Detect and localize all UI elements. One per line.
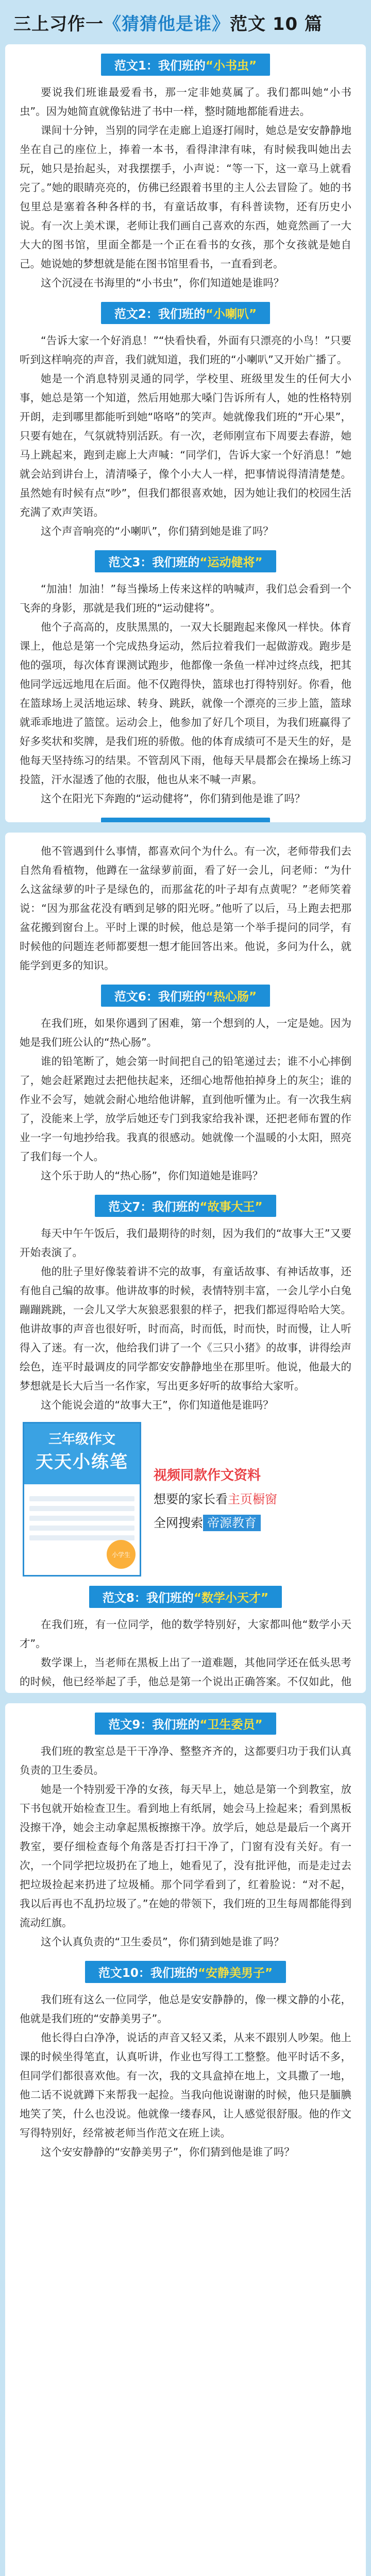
essay-card-3: [5, 1703, 366, 2576]
essay-7-p3: 这个能说会道的“故事大王”，你们知道他是谁吗？: [41, 1399, 274, 1411]
essay-2-heading: [20, 302, 351, 324]
essay-6-p2: 谁的铅笔断了，她会第一时间把自己的铅笔递过去；谁不小心摔倒了，她会赶紧跑过去把他扶起来，还细心地帮他拍掉身上的灰尘；谁的作业不会写，她就会耐心地给他讲解，直到他听懂为止。有一次我生病了，没能来上学，放学后她还专门到我家给我补课，还把老师布置的作业一字一句地抄给我。我真的很感动。她就像一个温暖的小太阳，照亮了我们每一个人。: [20, 1055, 351, 1163]
promo-line-3: [154, 1511, 277, 1535]
essay-8-p1: 在我们班，有一位同学，他的数学特别好，大家都叫他“数学小天才”。: [20, 1618, 351, 1650]
essay-3: [20, 550, 351, 808]
essay-3-name: “运动健将”: [199, 556, 263, 569]
essay-10-name: “安静美男子”: [197, 1967, 273, 1980]
book-line2: 天天小练笔: [36, 1452, 128, 1472]
essay-1-p1: 要说我们班谁最爱看书，那一定非她莫属了。我们都叫她“小书虫”。因为她简直就像钻进了书中一样，整时随地都能看进去。: [20, 86, 351, 117]
essay-card-2: [5, 833, 366, 1693]
essay-1-p3: 这个沉浸在书海里的“小书虫”，你们知道她是谁吗？: [41, 277, 284, 289]
essay-7-heading: [20, 1195, 351, 1217]
essay-10-label: 范文10：我们班的: [98, 1967, 198, 1980]
essay-6-label: 范文6：我们班的: [114, 990, 206, 1004]
essay-8-label: 范文8：我们班的: [102, 1591, 194, 1605]
essay-8: [20, 1586, 351, 1693]
essay-6: [20, 985, 351, 1185]
essay-10-p1: 我们班有这么一位同学，他总是安安静静的，像一棵文静的小花，他就是我们班的“安静美男子”。: [20, 1993, 351, 2025]
book-row: [29, 1516, 134, 1521]
promo-line-1: 视频同款作文资料: [154, 1468, 261, 1483]
essay-3-label: 范文3：我们班的: [108, 556, 200, 569]
essay-10-heading: [20, 1961, 351, 1983]
promo-text: [154, 1464, 277, 1535]
essay-9-p3: 这个认真负责的“卫生委员”，你们猜到她是谁了吗？: [41, 1936, 284, 1948]
essay-2-p2: 她是一个消息特别灵通的同学，学校里、班级里发生的任何大小事，她总是第一个知道，然后用她那大嗓门告诉所有人，她的性格特别开朗，走到哪里都能听到她“咯咯”的笑声。她就像我们班的“开心果”，只要有她在，气氛就特别活跃。有一次，老师刚宣布下周要去春游，她马上跳起来，跑到走廊上大声喊：“同学们，告诉大家一个好消息！”她就会站到讲台上，清清嗓子，像个小大人一样，把事情说得清清楚楚。虽然她有时候有点“吵”，但我们都很喜欢她，因为她让我们的校园生活充满了欢声笑语。: [20, 372, 351, 518]
book-row: [29, 1496, 134, 1501]
essay-9-name: “卫生委员”: [199, 1718, 263, 1732]
book-cover-image[interactable]: [23, 1422, 141, 1577]
title-suffix: 范文 10 篇: [230, 13, 323, 35]
essay-10: [20, 1961, 351, 2162]
essay-9-p2: 她是一个特别爱干净的女孩，每天早上，她总是第一个到教室，放下书包就开始检查卫生。看到地上有纸屑，她会马上捡起来；看到黑板没擦干净，她会主动拿起黑板擦擦干净。放学后，她总是最后一个离开教室，要仔细检查每个角落是否打扫干净了，门窗有没有关好。有一次，一个同学把垃圾扔在了地上，她看见了，没有批评他，而是走过去把垃圾捡起来扔进了垃圾桶。那个同学看到了，红着脸说：“对不起，我以后再也不乱扔垃圾了。”在她的带领下，我们班的卫生每周都能得到流动红旗。: [20, 1783, 351, 1929]
essay-6-heading: [20, 985, 351, 1007]
essay-10-p3: 这个安安静静的“安静美男子”，你们猜到他是谁了吗？: [41, 2146, 295, 2158]
essay-9: [20, 1713, 351, 1952]
essay-5-p2-cont: 他不管遇到什么事情，都喜欢问个为什么。有一次，老师带我们去自然角看植物，他蹲在一盆绿萝前面，看了好一会儿，问老师：“为什么这盆绿萝的叶子是绿色的，而那盆花的叶子却有点黄呢？”老师笑着说：“因为那盆花没有晒到足够的阳光呀。”他听了以后，马上跑去把那盆花搬到窗台上。平时上课的时候，他总是第一个举手提问的同学，有时候他的问题连老师都要想一想才能回答出来。他说，多问为什么，就能学到更多的知识。: [20, 845, 351, 972]
essay-8-heading: [20, 1586, 351, 1608]
essay-1-label: 范文1：我们班的: [114, 59, 206, 73]
promo-line-3-text: 全网搜索: [154, 1516, 203, 1530]
essay-3-p3: 这个在阳光下奔跑的“运动健将”，你们猜到他是谁了吗？: [41, 792, 306, 805]
book-row: [29, 1526, 134, 1531]
essay-3-heading: [20, 550, 351, 572]
essay-2: [20, 302, 351, 541]
essay-9-heading: [20, 1713, 351, 1735]
book-badge: 小学生: [107, 1540, 136, 1569]
essay-4: [20, 818, 351, 822]
promo-line-2: [154, 1487, 277, 1511]
promo-block[interactable]: [20, 1422, 351, 1577]
essay-7-name: “故事大王”: [199, 1200, 263, 1214]
page-title: [0, 0, 371, 44]
book-cover-header: [24, 1423, 140, 1484]
promo-line-2-text: 想要的家长看: [154, 1492, 228, 1506]
essay-6-p1: 在我们班，如果你遇到了困难，第一个想到的人，一定是她。因为她是我们班公认的“热心肠”。: [20, 1017, 351, 1048]
essay-3-p1: “加油！加油！”每当操场上传来这样的呐喊声，我们总会看到一个飞奔的身影，那就是我们班的“运动健将”。: [20, 583, 351, 614]
essay-1-p2: 课间十分钟，当别的同学在走廊上追逐打闹时，她总是安安静静地坐在自己的座位上，捧着一本书，看得津津有味，有时候我叫她出去玩，她只是抬起头，对我摆摆手，小声说：“等一下，这一章马上就看完了。”她的眼睛亮亮的，仿佛已经跟着书里的主人公去冒险了。她的书包里总是塞着各种各样的书，有童话故事，有科普读物，还有历史小说。有一次上美术课，老师让我们画自己喜欢的东西，她竟然画了一大大大的图书馆，里面全都是一个正在看书的女孩，那个女孩就是她自己。她说她的梦想就是能在图书馆里看书，一直看到老。: [20, 124, 351, 270]
essay-2-p3: 这个声音响亮的“小喇叭”，你们猜到她是谁了吗？: [41, 525, 274, 537]
essay-2-name: “小喇叭”: [205, 308, 257, 321]
essay-4-heading: [20, 818, 351, 822]
essay-7-p2: 他的肚子里好像装着讲不完的故事，有童话故事、有神话故事，还有他自己编的故事。他讲故事的时候，表情特别丰富，一会儿学小白兔蹦蹦跳跳，一会儿又学大灰狼恶狠狠的样子，把我们都逗得哈哈大笑。他讲故事的声音也很好听，时而高，时而低，时而快，时而慢，让人听得入了迷。有一次，他给我们讲了一个《三只小猪》的故事，讲得绘声绘色，连平时最调皮的同学都安安静静地坐在那里听。他说，他最大的梦想就是长大后当一名作家，写出更多好听的故事给大家听。: [20, 1265, 351, 1392]
essay-7-p1: 每天中午午饭后，我们最期待的时刻，因为我们的“故事大王”又要开始表演了。: [20, 1227, 351, 1259]
essay-9-label: 范文9：我们班的: [108, 1718, 200, 1732]
essay-6-p3: 这个乐于助人的“热心肠”，你们知道她是谁吗？: [41, 1170, 263, 1182]
essay-6-name: “热心肠”: [205, 990, 257, 1004]
essay-7: [20, 1195, 351, 1415]
essay-8-p2: 数学课上，当老师在黑板上出了一道难题，其他同学还在低头思考的时候，他已经举起了手，他总是第一个说出正确答案。不仅如此，他: [20, 1656, 351, 1688]
essay-3-p2: 他个子高高的，皮肤黑黑的，一双大长腿跑起来像风一样快。体育课上，他总是第一个完成热身运动，然后拉着我们一起做游戏。跑步是他的强项，每次体育课测试跑步，他都像一条鱼一样冲过终点线，把其他同学远远地甩在后面。他不仅跑得快，篮球也打得特别好。你看，他在篮球场上灵活地运球、转身、跳跃，就像一个漂亮的三步上篮，篮球就乖乖地进了篮筐。运动会上，他参加了好几个项目，为我们班赢得了好多奖状和奖牌，是我们班的骄傲。他的体育成绩可不是天生的好，是他每天坚持练习的结果。不管刮风下雨，他每天早晨都会在操场上练习投篮，汗水湿透了他的衣服，他也从来不喊一声累。: [20, 621, 351, 786]
essay-1: [20, 54, 351, 293]
essay-2-p1: “告诉大家一个好消息！”“快看快看，外面有只漂亮的小鸟！”只要听到这样响亮的声音，我们就知道，我们班的“小喇叭”又开始广播了。: [20, 334, 351, 366]
book-row: [29, 1506, 134, 1511]
promo-line-3-highlight: 帝源教育: [203, 1515, 261, 1531]
essay-1-name: “小书虫”: [205, 59, 257, 73]
essay-7-label: 范文7：我们班的: [108, 1200, 200, 1214]
essay-9-p1: 我们班的教室总是干干净净、整整齐齐的，这都要归功于我们认真负责的卫生委员。: [20, 1745, 351, 1776]
essay-10-p2: 他长得白白净净，说话的声音又轻又柔，从来不跟别人吵架。他上课的时候坐得笔直，认真听讲，作业也写得工工整整。他平时话不多，但同学们都很喜欢他。有一次，我的文具盒掉在地上，文具撒了一地，他二话不说就蹲下来帮我一起捡。当我向他说谢谢的时候，他只是腼腆地笑了笑，什么也没说。他就像一缕春风，让人感觉很舒服。他的作文写得特别好，经常被老师当作范文在班上读。: [20, 2031, 351, 2139]
essay-8-name: “数学小天才”: [193, 1591, 269, 1605]
title-book: 《猜猜他是谁》: [104, 13, 230, 35]
essay-2-label: 范文2：我们班的: [114, 308, 206, 321]
book-line1: 三年级作文: [48, 1432, 115, 1447]
essay-card-1: [5, 44, 366, 822]
promo-line-2-highlight: 主页橱窗: [228, 1492, 277, 1506]
essay-1-heading: [20, 54, 351, 76]
title-prefix: 三上习作一: [13, 13, 104, 35]
